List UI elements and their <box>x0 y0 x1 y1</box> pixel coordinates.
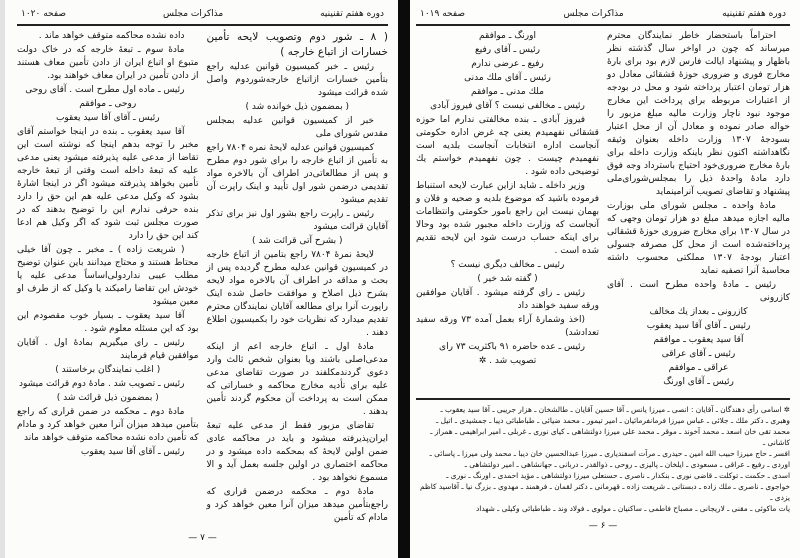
stage-direction: رئیس ـ آقای اورنگ <box>663 377 734 387</box>
left-column <box>17 30 199 526</box>
right-column <box>607 30 790 390</box>
paragraph: رئیس ـ رای گرفته میشود . آقایان موافقین ورقه سفید خواهند داد <box>416 288 599 311</box>
stage-direction: اورنگ ـ موافقم <box>479 31 536 41</box>
stage-direction: رئیس ـ آقای رفیع <box>474 45 540 55</box>
paragraph: مادهٔ اول ـ اتباع خارجه اعم از اینکه مدعی‌اصلی باشند ویا بعنوان شخص ثالث وارد دعوی گردند‌مکلفند در صورت تقاضای مدعی علیه برای تأدیه مخارج محاکمه و خساراتی که ممکن است به پرداخت آن محکوم گردند تأمین بدهند . <box>206 342 388 417</box>
paragraph: رئیس ـ مادهٔ واحده مطرح است . آقای کازرونی <box>607 280 790 303</box>
book-binding <box>398 0 410 558</box>
footnote-line: اوردی ـ رفیع ـ عراقی ـ مسعودی ـ ایلخان ـ پالیزی ـ روحی ـ ذوالقدر ـ دربانی ـ جهانشاهی ـ امیر دولتشاهی ـ <box>464 459 790 469</box>
paragraph: آقا سید یعقوب ـ بسیار خوب مقصودم این بود که این مسئله معلوم شود . <box>17 311 199 334</box>
stage-direction: کازرونی ـ بعداز یك مخالف <box>649 307 748 317</box>
footnote-line: اسدی ـ حکمت ـ توکلت ـ قاضی نوری ـ بنکدار ـ ناصری ـ حسنعلی میرزا دولتشاهی ـ مؤید احمدی ـ اورنگ ـ نوری ـ <box>446 470 790 480</box>
paragraph: کمیسیون قوانین عدلیه لایحهٔ نمره ۷۸۰۴ راجع به تأمین از اتباع خارجه را برای شور دوم مطرح و پس از مطالعاتی‌در اطراف آن بالاخره مواد تقدیمی درضمن شور اول تأیید و اینک راپرت آن تقدیم میشود <box>206 143 388 205</box>
stage-direction: تصویب شد . ✲ <box>478 356 537 366</box>
stage-direction: رئیس ـ مخالف دیگری نیست ؟ <box>450 260 565 270</box>
stage-direction: رفیع ـ عرضی ندارم <box>471 59 544 69</box>
section-heading: ( ۸ ـ شور دوم وتصویب لایحه تأمین خسارات از اتباع خارجه ) <box>206 31 389 58</box>
paragraph: رئیس ـ خبر کمیسیون قوانین عدلیه راجع بتأمین خسارات ازاتباع خارجه‌شوردوم واصل شده قرائت میشود <box>206 62 388 98</box>
columns <box>17 30 388 526</box>
paragraph: رئیس ـ آقای آقا سید یعقوب <box>80 447 185 457</box>
paragraph: رئیس ـ عده حاضره ۹۱ باکثریت ۷۳ رای <box>439 342 585 352</box>
paragraph: مادهٔ دوم ـ محکمه درضمن قراری که راجع‌بتأمین میدهد میزان آنرا معین خواهد کرد و مادام که تأمین <box>206 487 388 523</box>
stage-direction: آقا سید یعقوب ـ موافقم <box>653 335 744 345</box>
stage-direction: ( بمضمون ذیل خوانده شد ) <box>245 102 350 112</box>
header-title: مذاکرات مجلس <box>563 9 624 19</box>
stage-direction: رئیس ـ آقای آقا سید یعقوب <box>646 321 751 331</box>
stage-direction: ( بمضمون ذیل قرائت شد ) <box>56 393 159 403</box>
columns <box>416 30 790 390</box>
paragraph: مادهٔ دوم ـ محکمه در ضمن قراری که راجع بتأمین میدهد میزان آنرا معین خواهد کرد و مادام که تأمین داده نشده محاکمه متوقف خواهد ماند <box>17 407 199 443</box>
stage-direction: ( اغلب نمایندگان برخاستند ) <box>55 365 161 375</box>
stage-direction: ملك مدنی ـ موافقم <box>471 87 544 97</box>
stage-direction: روحی ـ موافقم <box>79 99 137 109</box>
page-number: — ۷ — <box>188 533 217 543</box>
right-column <box>207 30 389 526</box>
header-title: مذاکرات مجلس <box>162 9 224 19</box>
paragraph: فیروز آبادی ـ بنده مخالفتی ندارم اما حوزه قشقائی نفهمیدم یعنی چه غرض اداره حکومتی آنجاست اداره انتخابات آنجاست بلدیه است نفهمیدم چیست . چون نفهمیدم خواستم یك توضیحی داده شود . <box>416 115 599 177</box>
header-rule <box>416 24 790 26</box>
stage-direction: ( بشرح آتی قرائت شد ) <box>251 236 343 246</box>
page-header <box>17 8 388 24</box>
paragraph: لایحهٔ نمرهٔ ۷۸۰۴ راجع بتامین از اتباع خارجه در کمیسیون قوانین عدلیه مطرح گردیده پس از بحث و مداقه در اطراف آن بالاخره مواد لایحه بشرح ذیل اصلاح و موافقت حاصل شده اینک راپورت آنرا برای مطالعه آقایان نمایندگان محترم تقدیم میدارد که نظریات خود را بکمیسیون اطلاع دهند . <box>206 250 388 338</box>
session-label: دوره هفتم تقنینیه <box>722 9 786 19</box>
paragraph: تقاضای مزبور فقط از مدعی علیه تبعهٔ ایران‌پذیرفته میشود و باید در محاکمه عادی ضمن اولین لایحهٔ که بمحکمه داده میشود و در محاکمه اختصاری در اولین جلسه بعمل آید و الا مسموع نخواهد بود . <box>206 421 388 483</box>
paragraph: رئیس ـ ماده اول مطرح است . آقای روحی <box>25 85 185 95</box>
page-header <box>416 8 790 24</box>
voters-footnote <box>416 404 790 514</box>
paragraph: رئیس ـ راپرت راجع بشور اول نیز برای تذکر آقایان قرائت میشود <box>206 209 388 232</box>
page-label: صفحه ۱۰۲۰ <box>21 9 67 19</box>
footnote-line: ✲ اسامی رأی دهندگان ـ آقایان : انصی ـ میرزا یانس ـ آقا حسین آقایان ـ طالشخان ـ هزار جریبی ـ آقا سید یعقوب ـ <box>440 404 790 414</box>
stage-direction: عراقی ـ موافقم <box>668 363 729 373</box>
footnote-rule <box>416 398 790 400</box>
paragraph: مادهٔ واحده ـ مجلس شورای ملی بوزارت مالیه اجازه میدهد مبلغ دو هزار تومان وجهی که در سال ۱۳۰۷ برای مخارج ضروری حوزهٔ قشقائی پرداخته‌شده است از محل کل مصرفه جسولی اعتبار بودجهٔ ۱۳۰۷ مملکتی محسوب داشته محاسبهٔ آنرا تصفیه نماید <box>607 201 790 276</box>
paragraph: احتراماً باستحضار خاطر نمایندگان محترم میرساند که چون در اواخر سال گذشته نظر باظهار و پیشنهاد ایالت فارس لازم بود برای بارهٔ مخارج فوری و ضروری حوزهٔ قشقائی معادل دو هزار تومان اعتبار پرداخته شود و محل در بودجه از اعتبارات مربوطه برای پرداخت این مخارج موجود نبود ناچار وزارت مالیه مبلغ مزبور را حواله صادر نموده و معادل آن از محل اعتبار بسودجهٔ ۱۳۰۷ وزارت داخله بعنوان وثیقه نگاهداشته اکنون نظر باینکه وزارت داخله برای بارهٔ مخارج ضروری‌خود احتیاج باسترداد وجه فوق دارد مادهٔ واحدهٔ ذیل را بمجلس‌شورای‌ملی پیشنهاد و تقاضای تصویب آنرامینماید <box>607 31 790 197</box>
footnote-line: وهبری ـ دکتر ملك ـ جلائی ـ عباس میرزا فرمانفرمائیان ـ امیر تیمور ـ محمد ضیائی ـ طباطبائی دیبا ـ جمشیدی ـ اتیل ـ <box>436 415 790 425</box>
header-rule <box>17 24 388 26</box>
session-label: دوره هفتم تقنینیه <box>320 9 384 19</box>
left-page <box>0 0 398 558</box>
paragraph: رئیس ـ تصویب شد . مادهٔ دوم قرائت میشود <box>18 379 185 389</box>
footnote-line: محمد تقی خان اسعد ـ محمد آخوند ـ موقر ـ محمد علی میرزا دولتشاهی ـ کیای نوری ـ غربلی ـ امیر ابراهیمی ـ همراز ـ کاشانی ـ <box>430 426 790 447</box>
page-number: — ۶ — <box>588 520 618 531</box>
stage-direction: رئیس ـ آقای آقا سید یعقوب <box>55 113 160 123</box>
footnote-line: افسر ـ حاج میرزا حبیب الله امین ـ حیدری ـ مرآت اسفندیاری ـ میرزا عبدالحسین خان دیبا ـ محمد ولی میرزا ـ پاسائی ـ <box>429 448 790 458</box>
paragraph: (اخذ وشمارهٔ آراء بعمل آمده ۷۳ ورقه سفید تعدادشد) <box>416 315 599 338</box>
paragraph: وزیر داخله ـ شاید ازاین عبارت لایحه استنباط فرموده باشید که موضوع بلدیه و صحیه و فلان و بهمان نیست این راجع بامور حکومتی وانتظامات آنجاست که وزارت داخله مجبور شده بود وحالا برای اینکه حساب درست شود این لایحه تقدیم شده است . <box>416 181 599 256</box>
stage-direction: رئیس ـ مخالفی نیست ؟ آقای فیروز آبادی <box>430 101 585 111</box>
footnote-line: یات ماکوئی ـ مقنی ـ لاریجانی ـ مصباح فاطمی ـ ساکنیان ـ مولوی ـ فولاد وند ـ طباطبائی وکیلی ـ شهداد <box>475 503 790 513</box>
paragraph: مادهٔ سوم ـ تبعهٔ خارجه که در خاک دولت متبوع او اتباع ایران از دادن تأمین معاف هستند از دادن تأمین در ایران معاف خواهند بود. <box>17 45 199 81</box>
paragraph: آقا سید یعقوب ـ بنده در اینجا خواستم آقای مخبر را توجه بدهم اینجا که نوشته است این تقاضا از مدعی علیه پذیرفته میشود یعنی مدعی علیه که تبعهٔ داخله است وقتی از تبعهٔ خارجه تأمین بخواهد پذیرفته میشود اگر در اینجا اشارهٔ بشود که وکیل مدعی علیه هم این حق را دارد بنده حرفی ندارم این را توضیح بدهند که در صورت مجلس ثبت شود که اگر وکیل هم ادعا کند این حق را دارد <box>17 127 199 241</box>
page-label: صفحه ۱۰۱۹ <box>420 9 466 19</box>
paragraph: رئیس ـ رای میگیریم بمادهٔ اول . آقایان موافقین قیام فرمایند <box>17 338 199 361</box>
left-column <box>416 30 599 390</box>
stage-direction: ( گفته شد خیر ) <box>477 274 538 284</box>
stage-direction: رئیس ـ آقای عراقی <box>661 349 736 359</box>
paragraph: داده نشده محاکمه متوقف خواهد ماند . <box>38 31 185 41</box>
footnote-line: خواجوی ـ ناصری ـ ملك زاده ـ دبستانی ـ شریعت زاده ـ قهرمانی ـ دکتر لقمان ـ فرهمند ـ مهدوی ـ بزرگ نیا ـ آقاسید کاظم یزدی ـ <box>419 481 790 502</box>
stage-direction: رئیس ـ آقای ملك مدنی <box>464 73 551 83</box>
right-page <box>410 0 800 558</box>
paragraph: خبر از کمیسیون قوانین عدلیه بمجلس مقدس شورای ملی <box>206 116 388 139</box>
paragraph: ( شریعت زاده ) ـ مخبر ـ چون آقا خیلی محتاط هستند و محتاج میدانند باین عنوان توضیح مطلب عیبی ندارد‌ولی‌اساساً مدعی علیه یا خودش این تقاضا رامیکند یا وکیل که از طرف او معین میشود <box>17 245 199 307</box>
